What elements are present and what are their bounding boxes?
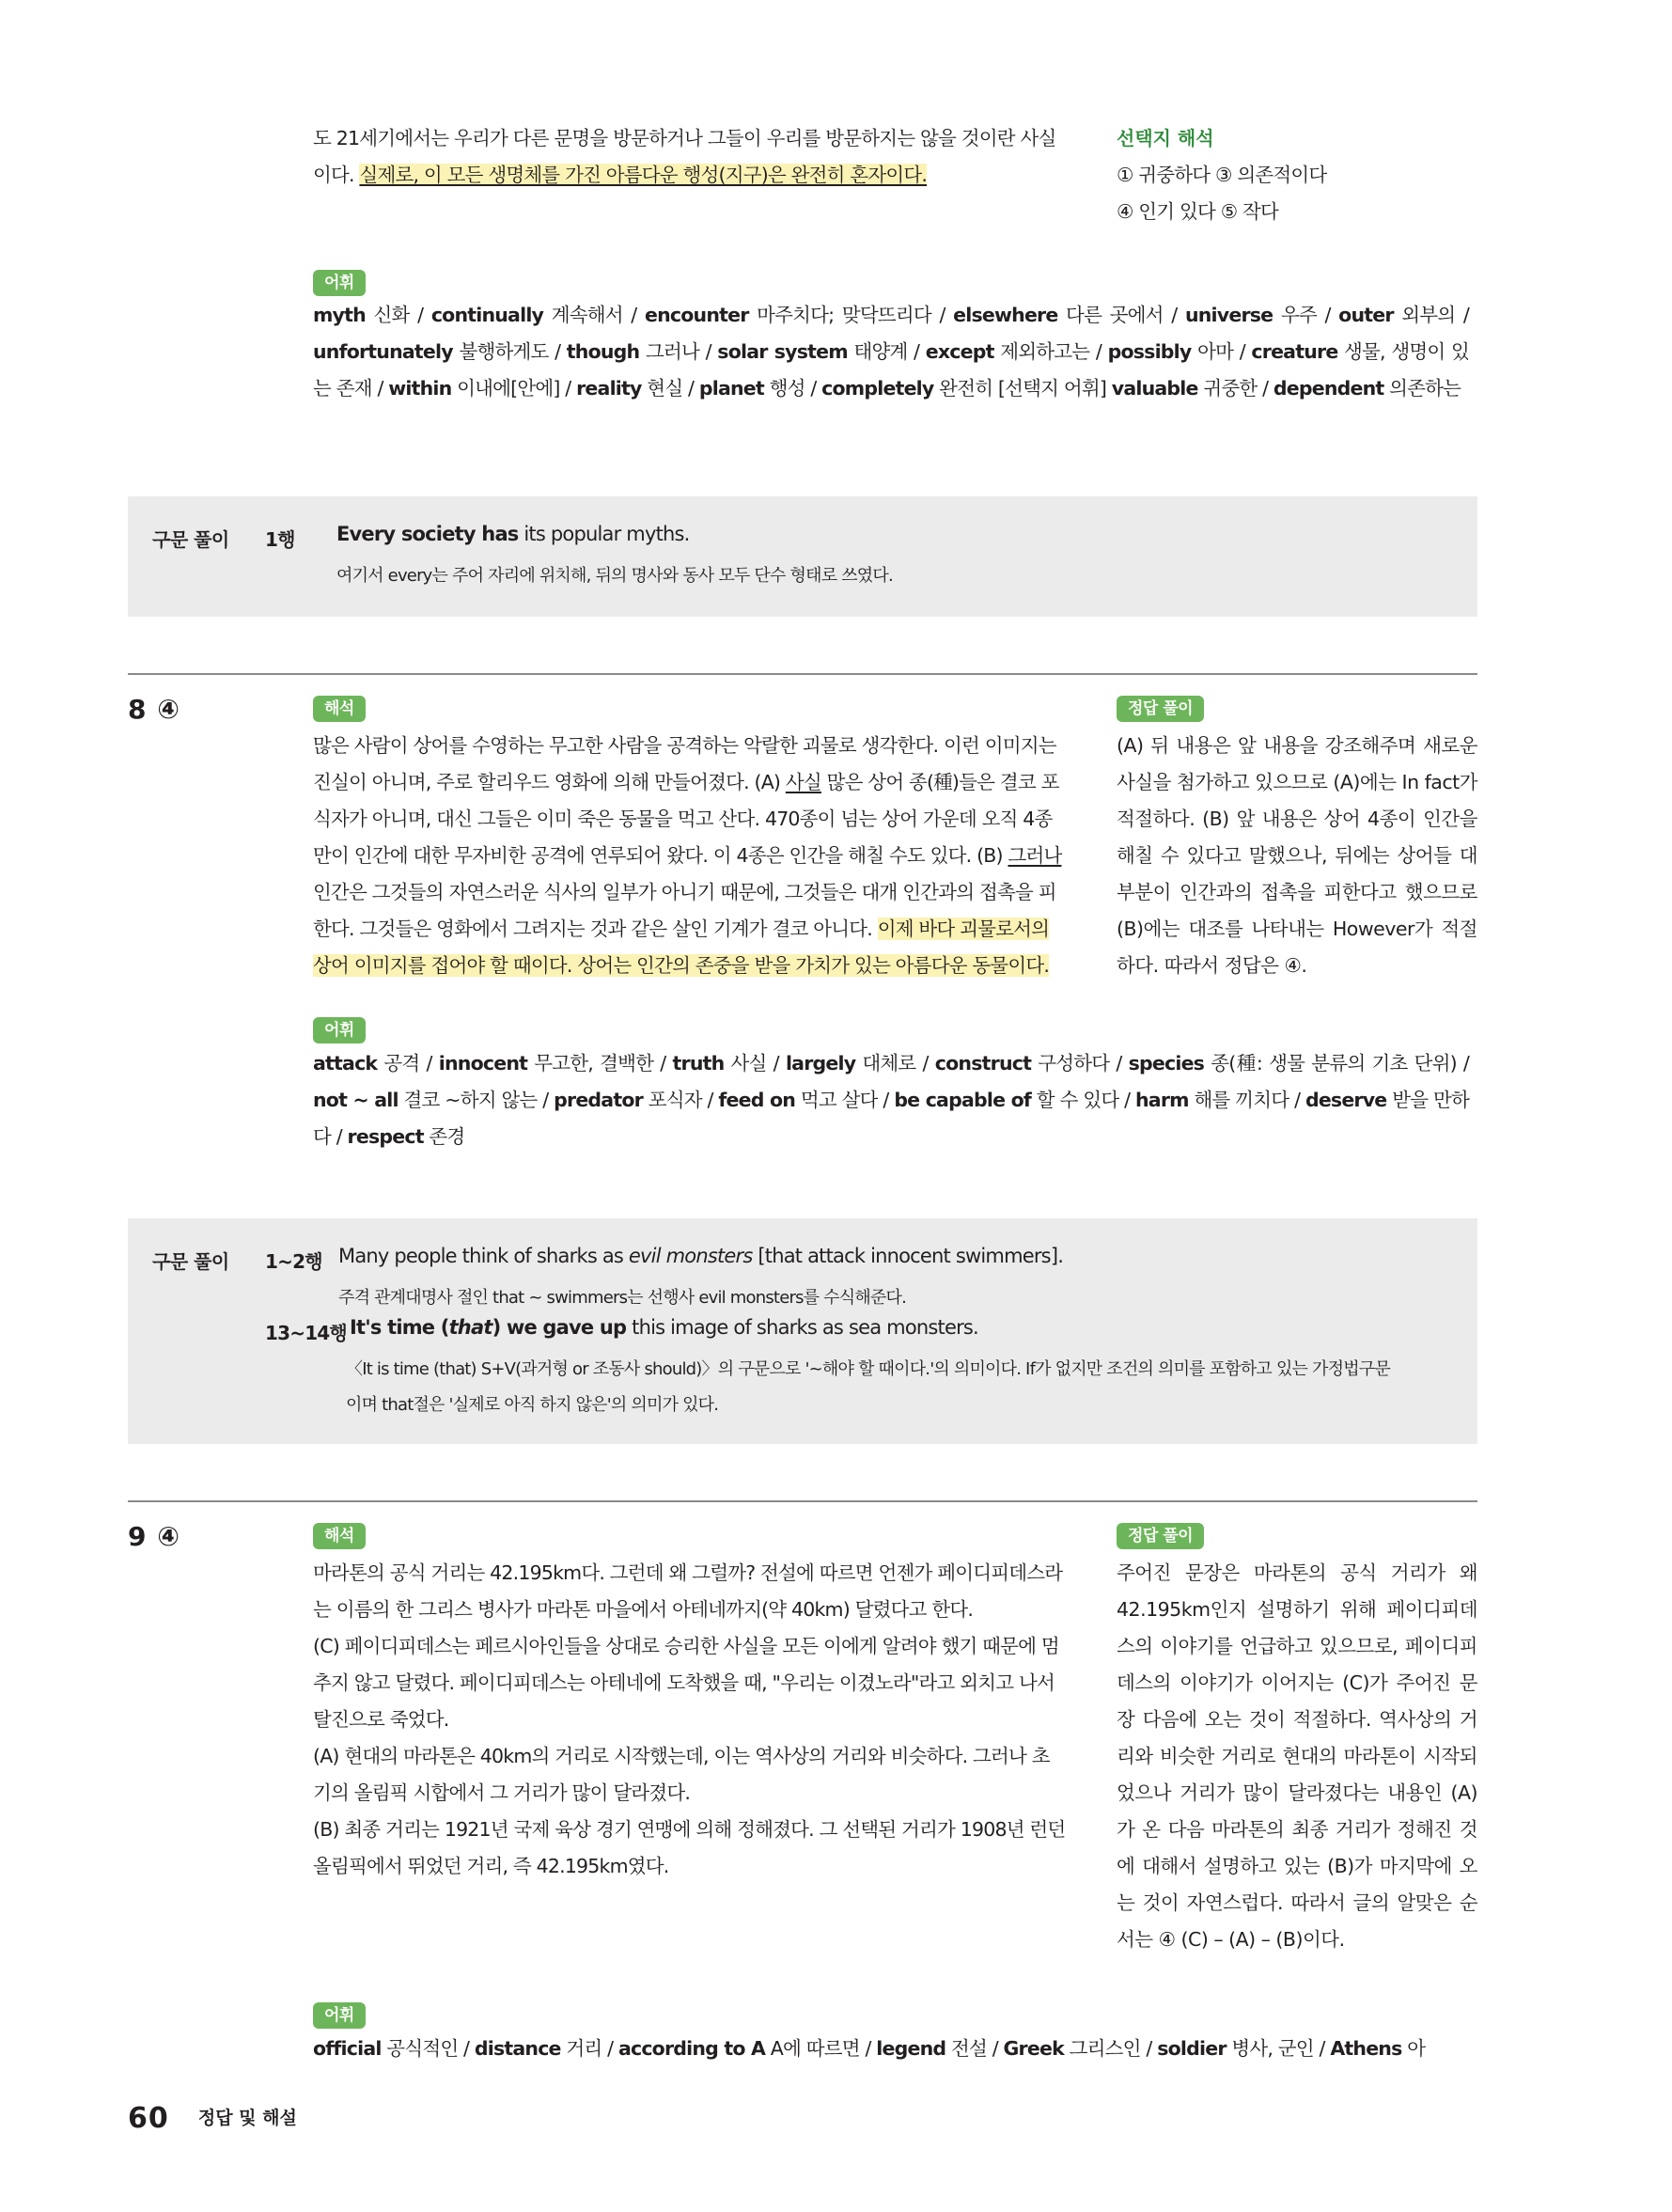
choice-title: 선택지 해석	[1117, 127, 1214, 149]
page-number: 60	[128, 2102, 169, 2135]
top-vocab: myth 신화 / continually 계속해서 / encounter 마주치다; 맞닥뜨리다 / elsewhere 다른 곳에서 / universe 우주 / outer 외부의 / unfortunately 불행하게도 / though 그러나 / solar system 태양계 / except 제외하고는 / possibly 아마 / creature 생물, 생명이 있는 존재 / within 이내에[안에] / reality 현실 / planet 행성 / completely 완전히 [선택지 어휘] valuable 귀중한 / dependent 의존하는	[313, 304, 1470, 400]
vocab-word: myth	[313, 304, 366, 326]
top-translation	[313, 120, 1074, 194]
vocab-tag: 어휘	[313, 1017, 366, 1043]
top-translation-line1: 도 21세기에서는 우리가 다른 문명을 방문하거나 그들이 우리를 방문하지는 않을 것이란 사실	[313, 127, 1056, 149]
answer-tag: 정답 풀이	[1117, 696, 1204, 722]
translation-tag: 해석	[313, 696, 366, 722]
top-translation-line2: 이다.	[313, 164, 360, 186]
q9-translation: 마라톤의 공식 거리는 42.195km다. 그런데 왜 그럴까? 전설에 따르면 언젠가 페이디피데스라 는 이름의 한 그리스 병사가 마라톤 마을에서 아테네까지(약 40km) 달렸다고 한다. (C) 페이디피데스는 페르시아인들을 상대로 승리한 사실을 모든 이에게 알려야 했기 때문에 멈 추지 않고 달렸다. 페이디피데스는 아테네에 도착했을 때, "우리는 이겼노라"라고 외치고 나서 탈진으로 죽었다. (A) 현대의 마라톤은 40km의 거리로 시작했는데, 이는 역사상의 거리와 비슷하다. 그러나 초 기의 올림픽 시합에서 그 거리가 많이 달라졌다. (B) 최종 거리는 1921년 국제 육상 경기 연맹에 의해 정해졌다. 그 선택된 거리가 1908년 런던 올림픽에서 뛰었던 거리, 즉 42.195km였다.	[313, 1561, 1066, 1877]
grammar-explanation-2a: 〈It is time (that) S+V(과거형 or 조동사 should)〉의 구문으로 '~해야 할 때이다.'의 의미이다. If가 없지만 조건의 의미를 포함하고 있는 가정법구문	[346, 1359, 1390, 1379]
q9-answer-explanation: 주어진 문장은 마라톤의 공식 거리가 왜 42.195km인지 설명하기 위해 페이디피데스의 이야기를 언급하고 있으므로, 페이디피데스의 이야기가 이어지는 (C)가 주어진 문장 다음에 오는 것이 적절하다. 역사상의 거리와 비슷한 거리로 현대의 마라톤이 시작되었으나 거리가 많이 달라졌다는 내용인 (A)가 온 다음 마라톤의 최종 거리가 정해진 것에 대해서 설명하고 있는 (B)가 마지막에 오는 것이 자연스럽다. 따라서 글의 알맞은 순서는 ④ (C) – (A) – (B)이다.	[1117, 1561, 1477, 1951]
vocab-tag: 어휘	[313, 2002, 366, 2029]
grammar-explanation: 여기서 every는 주어 자리에 위치해, 뒤의 명사와 동사 모두 단수 형태로 쓰였다.	[336, 566, 893, 586]
footer-title: 정답 및 해설	[197, 2108, 297, 2128]
grammar-label: 구문 풀이	[152, 528, 229, 551]
top-vocab-tag	[313, 270, 366, 296]
grammar-sentence: Every society has its popular myths.	[336, 523, 690, 545]
grammar-box-top	[128, 496, 1477, 617]
page-footer	[128, 2102, 297, 2135]
q8-vocab: attack 공격 / innocent 무고한, 결백한 / truth 사실 / largely 대체로 / construct 구성하다 / species 종(種: 생물 분류의 기초 단위) / not ~ all 결코 ~하지 않는 / predator 포식자 / feed on 먹고 살다 / be capable of 할 수 있다 / harm 해를 끼치다 / deserve 받을 만하다 / respect 존경	[313, 1052, 1470, 1148]
choice-line1: ① 귀중하다 ③ 의존적이다	[1117, 164, 1327, 186]
vocab-tag: 어휘	[313, 270, 366, 296]
top-translation-highlight: 실제로, 이 모든 생명체를 가진 아름다운 행성(지구)은 완전히 혼자이다.	[359, 164, 928, 186]
choice-translation	[1117, 120, 1399, 230]
grammar-box-q8	[128, 1218, 1477, 1444]
q8-answer-explanation: (A) 뒤 내용은 앞 내용을 강조해주며 새로운 사실을 첨가하고 있으므로 (A)에는 In fact가 적절하다. (B) 앞 내용은 상어 4종이 인간을 해칠 수 있다고 말했으나, 뒤에는 상어들 대부분이 인간과의 접촉을 피한다고 했으므로 (B)에는 대조를 나타내는 However가 적절하다. 따라서 정답은 ④.	[1117, 734, 1477, 977]
grammar-sentence-1: Many people think of sharks as evil monsters [that attack innocent swimmers].	[338, 1245, 1064, 1267]
q8-translation: 많은 사람이 상어를 수영하는 무고한 사람을 공격하는 악랄한 괴물로 생각한다. 이런 이미지는 진실이 아니며, 주로 할리우드 영화에 의해 만들어졌다. (A) 사실 많은 상어 종(種)들은 결코 포 식자가 아니며, 대신 그들은 이미 죽은 동물을 먹고 산다. 470종이 넘는 상어 가운데 오직 4종 만이 인간에 대한 무자비한 공격에 연루되어 왔다. 이 4종은 인간을 해칠 수도 있다. (B) 그러나 인간은 그것들의 자연스러운 식사의 일부가 아니기 때문에, 그것들은 대개 인간과의 접촉을 피 한다. 그것들은 영화에서 그려지는 것과 같은 살인 기계가 결코 아니다. 이제 바다 괴물로서의 상어 이미지를 접어야 할 때이다. 상어는 인간의 존중을 받을 가치가 있는 아름다운 동물이다.	[313, 734, 1062, 977]
question-number-9: 9 ④	[128, 1521, 180, 1552]
q9-vocab: official 공식적인 / distance 거리 / according to A A에 따르면 / legend 전설 / Greek 그리스인 / soldier 병사, 군인 / Athens 아	[313, 2037, 1426, 2060]
answer-tag: 정답 풀이	[1117, 1523, 1204, 1549]
grammar-explanation-1: 주격 관계대명사 절인 that ~ swimmers는 선행사 evil monsters를 수식해준다.	[338, 1288, 907, 1308]
translation-tag: 해석	[313, 1523, 366, 1549]
divider-q9	[128, 1500, 1477, 1502]
question-number-8: 8 ④	[128, 694, 180, 725]
grammar-explanation-2b: 이며 that절은 '실제로 아직 하지 않은'의 의미가 있다.	[346, 1395, 719, 1415]
grammar-line-number: 1~2행	[265, 1250, 322, 1273]
choice-line2: ④ 인기 있다 ⑤ 작다	[1117, 200, 1279, 223]
grammar-label: 구문 풀이	[152, 1250, 229, 1273]
grammar-sentence-2: It's time (that) we gave up this image of sharks as sea monsters.	[350, 1316, 978, 1339]
grammar-line-number: 1행	[265, 528, 295, 551]
grammar-line-number: 13~14행	[265, 1322, 347, 1344]
divider-q8	[128, 673, 1477, 675]
